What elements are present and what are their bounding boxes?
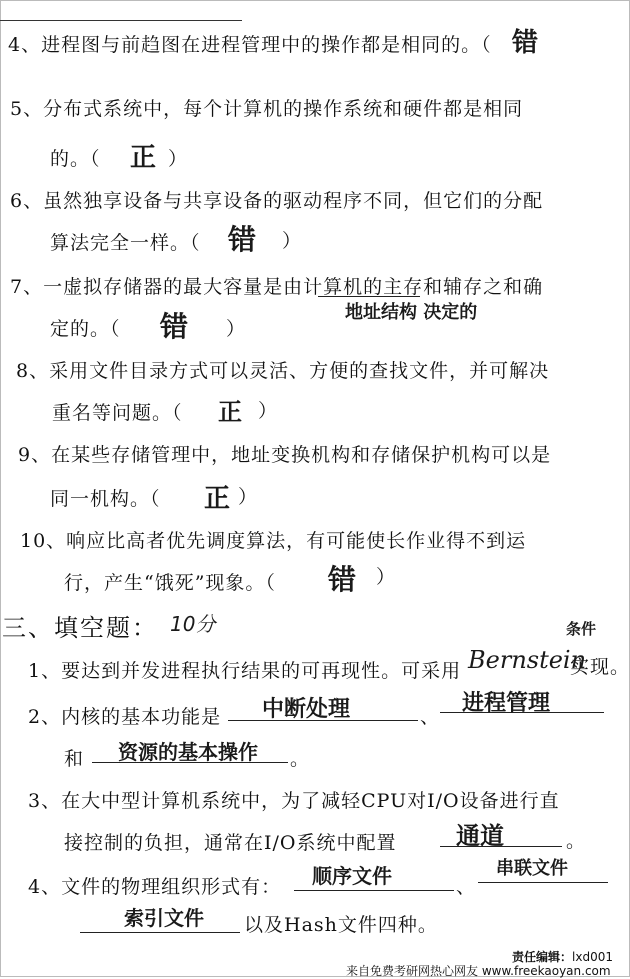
q9-line1: 9、在某些存储管理中，地址变换机构和存储保护机构可以是 xyxy=(18,444,552,466)
q4-answer: 错 xyxy=(512,28,539,58)
footer-editor-label: 责任编辑： xyxy=(512,950,573,964)
fb-q2-prefix: 2、内核的基本功能是 xyxy=(28,706,222,728)
q5-answer: 正 xyxy=(130,143,157,173)
q7-close: ） xyxy=(226,318,247,340)
q5-line2: 的。（ xyxy=(50,148,101,170)
q9-line2: 同一机构。（ xyxy=(50,488,161,510)
fb-q4-blank1 xyxy=(294,890,454,891)
fb-q3-end: 。 xyxy=(566,830,587,852)
q7-underline xyxy=(318,296,420,297)
fb-q1-answer: Bernstein xyxy=(468,646,587,674)
q8-close: ） xyxy=(258,400,279,422)
fb-q3-line1: 3、在大中型计算机系统中，为了减轻CPU对I/O设备进行直 xyxy=(28,790,560,812)
q9-answer: 正 xyxy=(204,484,231,514)
section-heading: 三、填空题： xyxy=(2,614,158,642)
score-note: 10分 xyxy=(170,612,216,636)
q7-line2: 定的。（ xyxy=(50,318,121,340)
fb-q1-prefix: 1、要达到并发进程执行结果的可再现性。可采用 xyxy=(28,660,462,682)
q4-text: 4、进程图与前趋图在进程管理中的操作都是相同的。（ xyxy=(8,34,492,56)
q6-close: ） xyxy=(282,230,303,252)
fb-q2-answer3: 资源的基本操作 xyxy=(118,740,258,764)
fb-q4-answer3: 索引文件 xyxy=(124,906,204,930)
footer-source: 来自免费考研网热心网友 www.freekaoyan.com xyxy=(346,964,611,978)
fb-q2-answer1: 中断处理 xyxy=(262,697,351,722)
fb-q4-blank3 xyxy=(80,932,240,933)
fb-q4-blank2 xyxy=(478,882,608,883)
fb-q4-prefix: 4、文件的物理组织形式有： xyxy=(28,876,282,898)
q10-line2: 行，产生“饿死”现象。（ xyxy=(64,572,276,594)
fb-q1-suffix: 实现。 xyxy=(570,656,630,678)
q7-line1: 7、一虚拟存储器的最大容量是由计算机的主存和辅存之和确 xyxy=(10,276,544,298)
q10-close: ） xyxy=(376,566,397,588)
q10-answer: 错 xyxy=(328,563,357,596)
fb-q4-sep: 、 xyxy=(456,876,477,898)
fb-q2-end: 。 xyxy=(290,748,311,770)
q5-close: ） xyxy=(168,148,189,170)
fb-q3-line2: 接控制的负担，通常在I/O系统中配置 xyxy=(64,832,397,854)
q6-line1: 6、虽然独享设备与共享设备的驱动程序不同，但它们的分配 xyxy=(10,190,544,212)
fb-q4-answer2: 串联文件 xyxy=(496,858,568,879)
q7-answer: 错 xyxy=(160,310,189,343)
fb-q2-answer2: 进程管理 xyxy=(462,691,551,716)
q7-handwritten-note: 地址结构 决定的 xyxy=(345,302,478,323)
q8-answer: 正 xyxy=(218,398,242,426)
q6-line2: 算法完全一样。（ xyxy=(50,232,201,254)
q8-line1: 8、采用文件目录方式可以灵活、方便的查找文件，并可解决 xyxy=(16,360,550,382)
fb-q4-suffix: 以及Hash文件四种。 xyxy=(244,914,438,936)
q6-answer: 错 xyxy=(228,223,257,256)
fb-q2-sep: 、 xyxy=(420,706,441,728)
fb-q3-answer: 通道 xyxy=(456,822,504,850)
top-rule xyxy=(0,20,242,21)
fb-q1-annotation: 条件 xyxy=(566,620,597,638)
q9-close: ） xyxy=(238,486,259,508)
q10-line1: 10、响应比高者优先调度算法，有可能使长作业得不到运 xyxy=(20,530,527,552)
fb-q2-and: 和 xyxy=(64,748,85,770)
q8-line2: 重名等问题。（ xyxy=(52,402,183,424)
footer-editor-name: lxd001 xyxy=(572,950,613,964)
q5-line1: 5、分布式系统中，每个计算机的操作系统和硬件都是相同 xyxy=(10,98,524,120)
fb-q4-answer1: 顺序文件 xyxy=(312,864,392,888)
